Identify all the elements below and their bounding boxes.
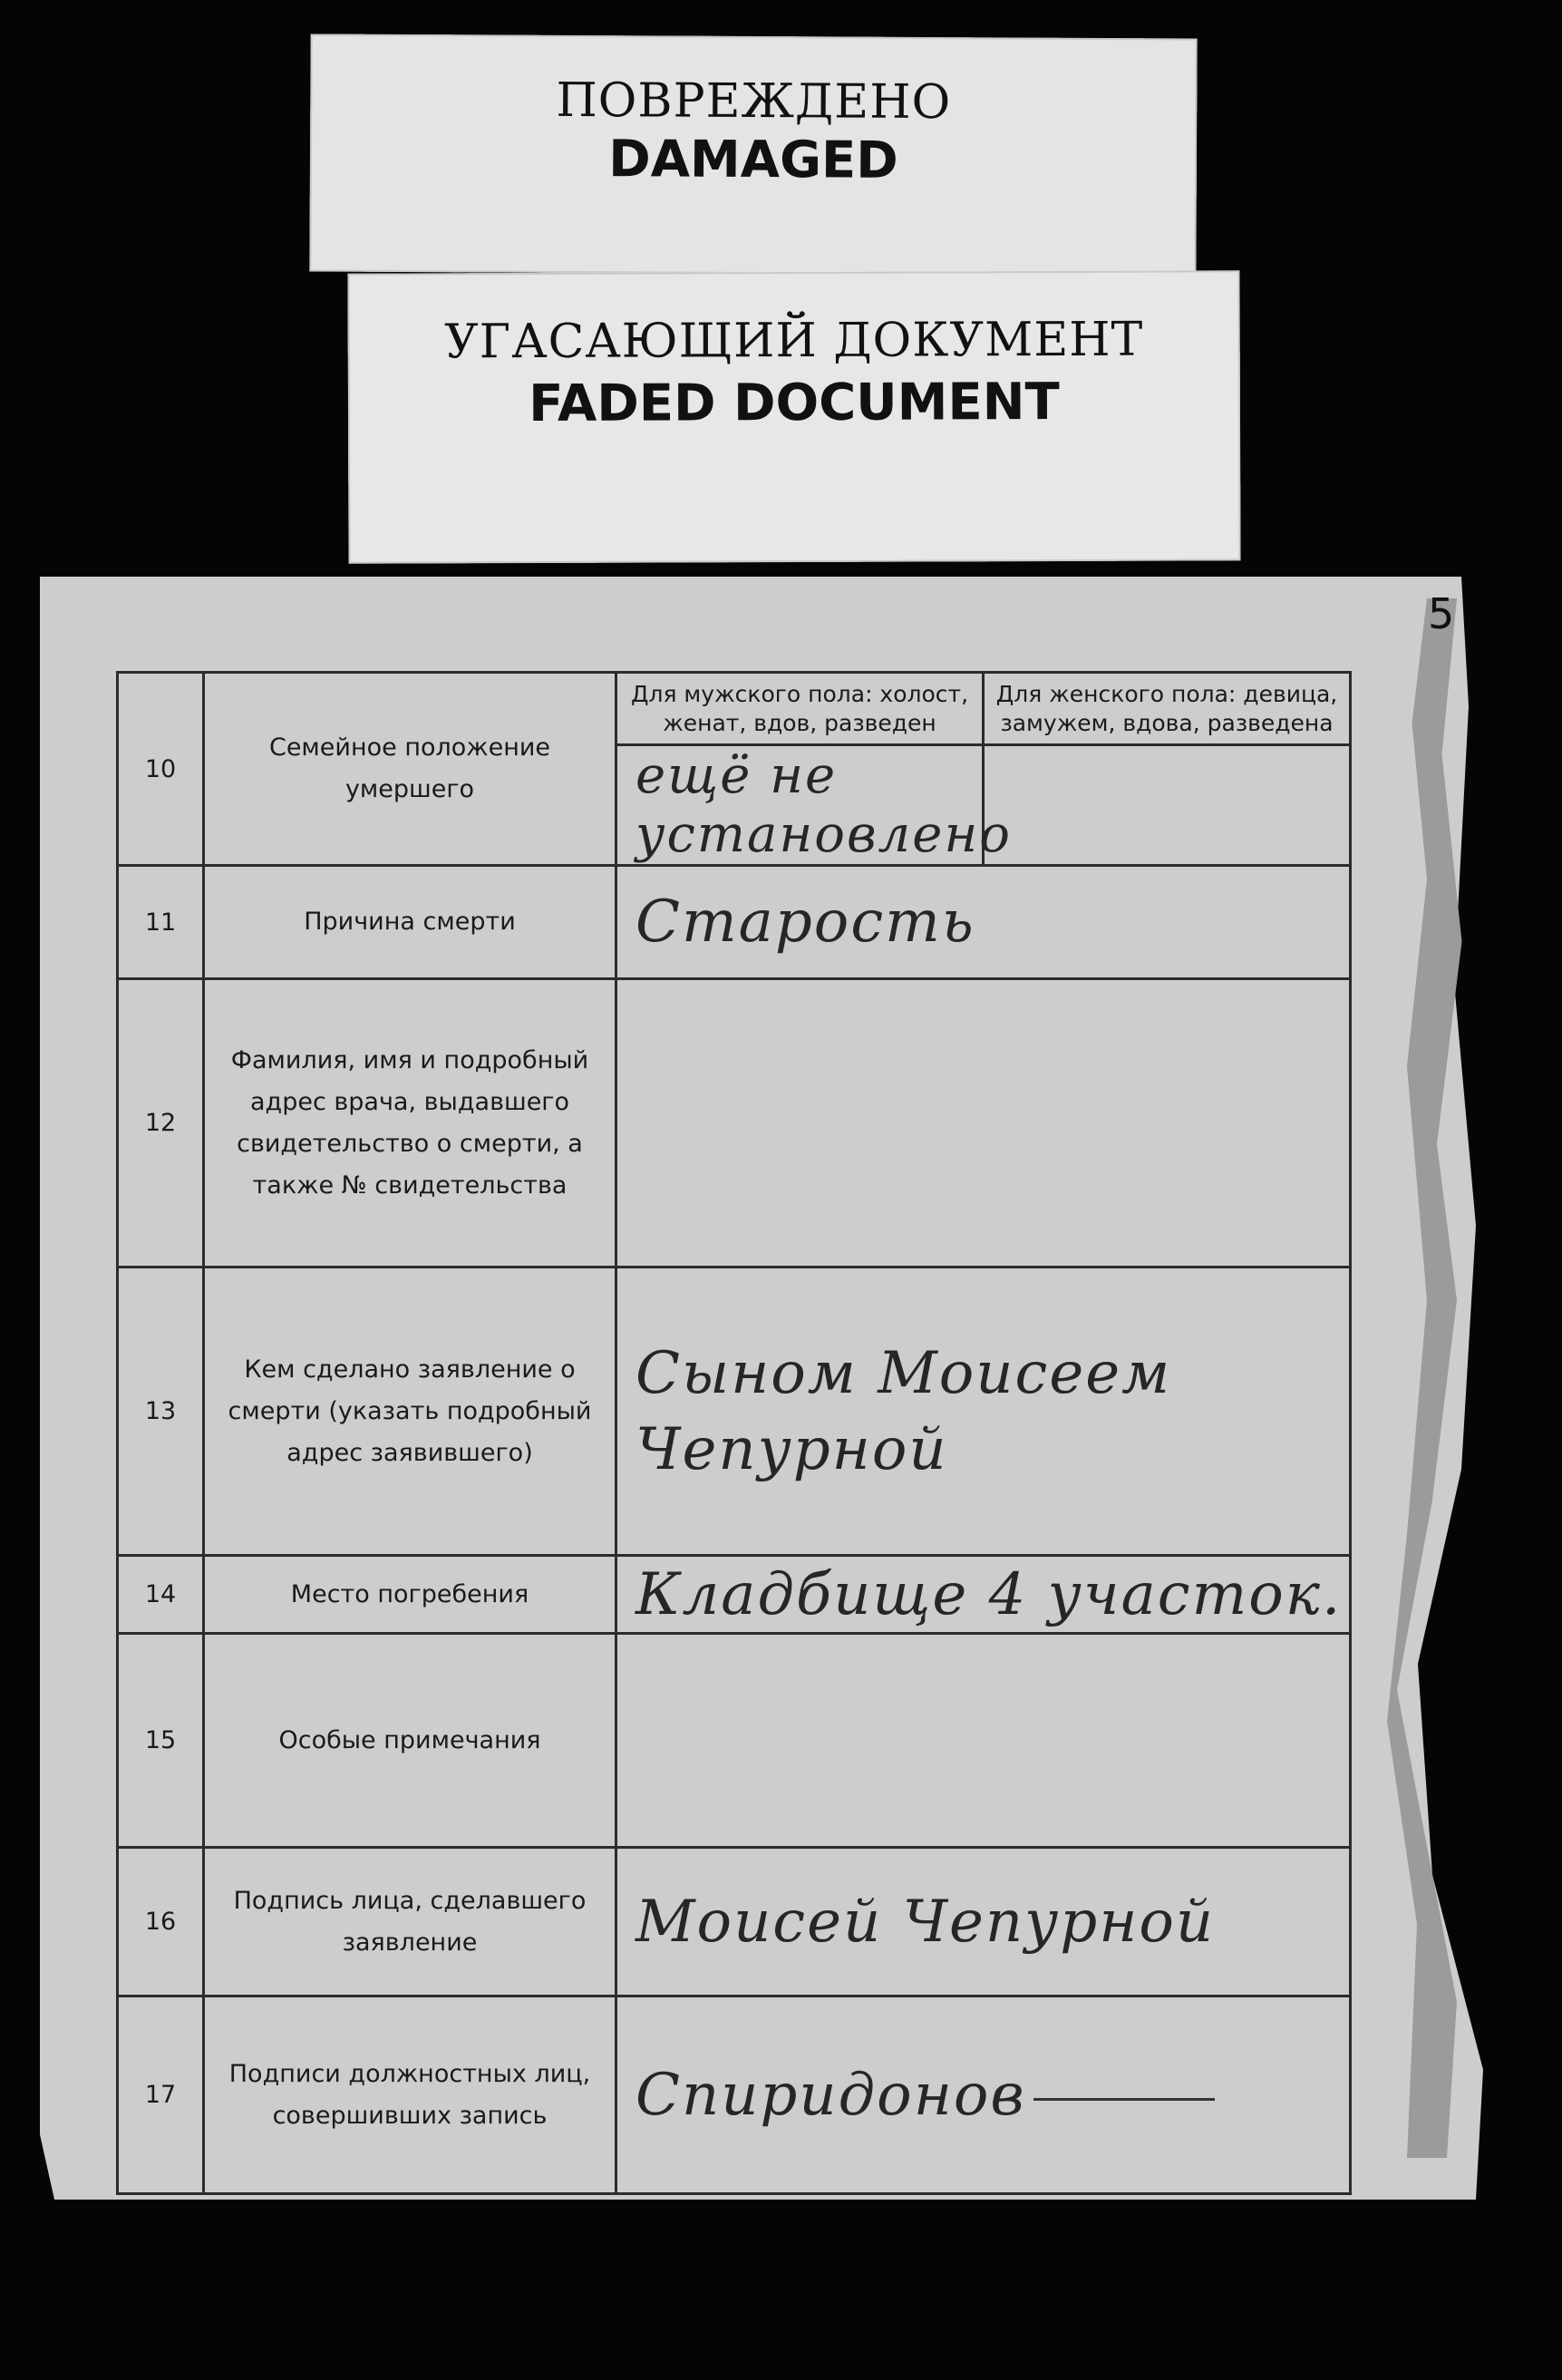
declarant-value	[616, 1268, 1351, 1556]
cause-of-death-value: Старость	[616, 866, 1351, 979]
faded-notice-en: FADED DOCUMENT	[529, 372, 1060, 434]
row-number: 15	[118, 1634, 204, 1848]
declarant-line-1: Сыном Моисеем	[635, 1339, 1172, 1407]
row-label: Место погребения	[204, 1556, 616, 1634]
row-label: Подпись лица, сделавшего заявление	[204, 1848, 616, 1996]
marital-status-value: ещё не установлено	[616, 745, 984, 866]
row-number: 13	[118, 1268, 204, 1556]
row-number: 14	[118, 1556, 204, 1634]
official-signature-text: Спиридонов	[635, 2061, 1026, 2129]
row-number: 17	[118, 1996, 204, 2194]
row-label: Семейное положение умершего	[204, 673, 616, 866]
faded-notice-ru: УГАСАЮЩИЙ ДОКУМЕНТ	[444, 312, 1144, 370]
damaged-notice-ru: ПОВРЕЖДЕНО	[556, 73, 952, 131]
signature-flourish	[1033, 2098, 1215, 2101]
faded-notice-card	[347, 270, 1240, 563]
male-status-header: Для мужского пола: холост, женат, вдов, разведен	[616, 673, 984, 745]
official-signature	[616, 1996, 1351, 2194]
row-number: 11	[118, 866, 204, 979]
remarks-value	[616, 1634, 1351, 1848]
damaged-notice-en: DAMAGED	[608, 130, 898, 190]
row-label: Фамилия, имя и подробный адрес врача, выдавшего свидетельство о смерти, а также № свидетельства	[204, 979, 616, 1268]
female-status-value	[984, 745, 1351, 866]
row-label: Кем сделано заявление о смерти (указать подробный адрес заявившего)	[204, 1268, 616, 1556]
damaged-notice-card	[309, 34, 1197, 276]
row-number: 16	[118, 1848, 204, 1996]
row-label: Особые примечания	[204, 1634, 616, 1848]
female-status-header: Для женского пола: девица, замужем, вдова, разведена	[984, 673, 1351, 745]
death-record-form	[116, 671, 1352, 2195]
declarant-line-2: Чепурной	[635, 1415, 948, 1483]
declarant-signature: Моисей Чепурной	[616, 1848, 1351, 1996]
burial-place-value: Кладбище 4 участок.	[616, 1556, 1351, 1634]
doctor-info-value	[616, 979, 1351, 1268]
row-label: Подписи должностных лиц, совершивших запись	[204, 1996, 616, 2194]
page-corner-mark: 5	[1428, 589, 1455, 638]
row-number: 12	[118, 979, 204, 1268]
row-number: 10	[118, 673, 204, 866]
row-label: Причина смерти	[204, 866, 616, 979]
